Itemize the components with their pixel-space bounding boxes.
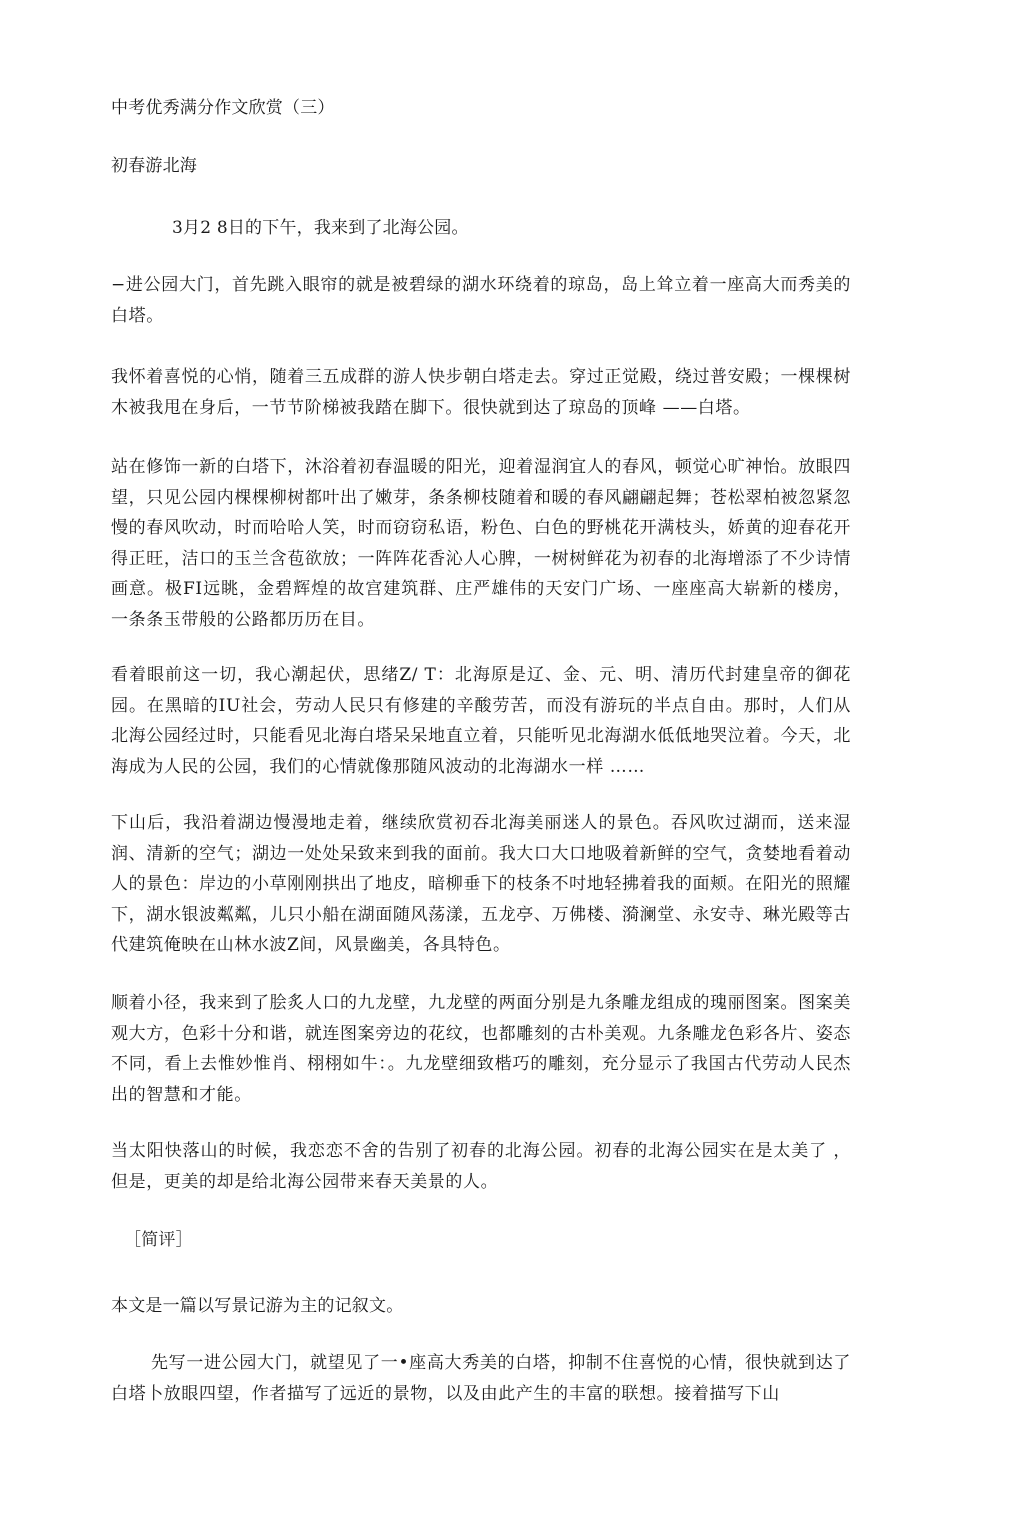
- review-body: 先写一进公园大门，就望见了一•座高大秀美的白塔，抑制不住喜悦的心情，很快就到达了白塔卜放眼四望，作者描写了远近的景物，以及由此产生的丰富的联想。接着描写下山: [111, 1353, 851, 1404]
- essay-intro: 3月2 8日的下午，我来到了北海公园。: [172, 218, 469, 238]
- essay-paragraph-3: 站在修饰一新的白塔下，沐浴着初春温暖的阳光，迎着湿润宜人的春风，顿觉心旷神怡。放眼四望，只见公园内棵棵柳树都叶出了嫩芽，条条柳枝随着和暖的春风翩翩起舞；苍松翠柏被忽紧忽慢的春风吹动，时而哈哈人笑，时而窃窃私语，粉色、白色的野桃花开满枝头，娇黄的迎春花开得正旺，洁口的玉兰含苞欲放；一阵阵花香沁人心脾，一树树鲜花为初春的北海增添了不少诗情画意。极FI远眺，金碧辉煌的故宫建筑群、庄严雄伟的天安门广场、一座座高大崭新的楼房，一条条玉带般的公路都历历在目。: [111, 457, 851, 630]
- essay-paragraph-1: −进公园大门，首先跳入眼帘的就是被碧绿的湖水环绕着的琼岛，岛上耸立着一座高大而秀美的白塔。: [111, 275, 851, 326]
- review-label: ［简评］: [124, 1230, 193, 1250]
- review-intro: 本文是一篇以写景记游为主的记叙文。: [111, 1296, 404, 1316]
- essay-paragraph-7: 当太阳快落山的时候，我恋恋不舍的告别了初春的北海公园。初春的北海公园实在是太美了 ，但是，更美的却是给北海公园带来春天美景的人。: [111, 1141, 851, 1192]
- essay-paragraph-4: 看着眼前这一切，我心潮起伏，思绪Z/ T：北海原是辽、金、元、明、清历代封建皇帝的御花园。在黑暗的IU社会，劳动人民只有修建的辛酸劳苦，而没有游玩的半点自由。那时，人们从北海公园经过时，只能看见北海白塔呆呆地直立着，只能听见北海湖水低低地哭泣着。今天，北海成为人民的公园，我们的心情就像那随风波动的北海湖水一样 ……: [111, 665, 851, 777]
- essay-paragraph-6: 顺着小径，我来到了脍炙人口的九龙壁，九龙壁的两面分别是九条雕龙组成的瑰丽图案。图案美观大方，色彩十分和谐，就连图案旁边的花纹，也都雕刻的古朴美观。九条雕龙色彩各片、姿态不同，看上去惟妙惟肖、栩栩如牛：。九龙壁细致楷巧的雕刻，充分显示了我国古代劳动人民杰出的智慧和才能。: [111, 993, 851, 1105]
- essay-title: 初春游北海: [111, 156, 197, 176]
- document-header: 中考优秀满分作文欣赏（三）: [111, 98, 335, 118]
- essay-paragraph-2: 我怀着喜悦的心悄，随着三五成群的游人快步朝白塔走去。穿过正觉殿，绕过普安殿；一棵棵树木被我甩在身后，一节节阶梯被我踏在脚下。很快就到达了琼岛的顶峰 ——白塔。: [111, 367, 851, 418]
- essay-paragraph-5: 下山后，我沿着湖边慢漫地走着，继续欣赏初吞北海美丽迷人的景色。吞风吹过湖而，送来湿润、清新的空气；湖边一处处呆致来到我的面前。我大口大口地吸着新鲜的空气，贪婪地看着动人的景色：岸边的小草刚刚拱出了地皮，暗柳垂下的枝条不吋地轻拂着我的面颊。在阳光的照耀下，湖水银波粼粼，儿只小船在湖面随风荡漾，五龙亭、万佛楼、漪澜堂、永安寺、琳光殿等古代建筑俺映在山林水波Z间，风景幽美，各具特色。: [111, 813, 851, 955]
